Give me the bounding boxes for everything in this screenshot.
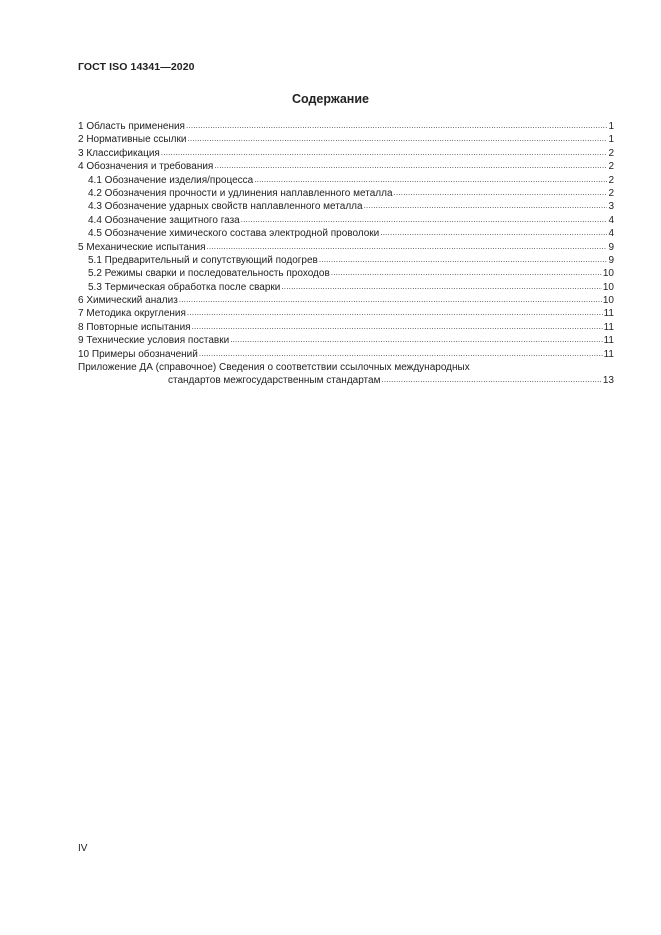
toc-entry[interactable]	[78, 294, 614, 307]
toc-entry[interactable]	[78, 348, 614, 361]
leader-dots	[364, 199, 608, 212]
leader-dots	[207, 240, 608, 253]
toc-entry-title: 4.5 Обозначение химического состава электродной проволоки	[88, 228, 380, 240]
leader-dots	[192, 320, 603, 333]
toc-entry[interactable]	[78, 160, 614, 173]
toc-entry-page: 11	[603, 335, 614, 347]
toc-entry-page: 2	[608, 161, 614, 173]
toc-entry-page: 10	[602, 268, 614, 280]
toc-entry-page: 4	[608, 228, 614, 240]
toc-entry-page: 2	[608, 174, 614, 186]
toc-appendix-page: 13	[602, 375, 614, 387]
toc-entry-title: 9 Технические условия поставки	[78, 335, 230, 347]
toc-entry-page: 3	[608, 201, 614, 213]
toc-entry-title: 4.3 Обозначение ударных свойств наплавленного металла	[88, 201, 363, 213]
toc-entry-page: 10	[602, 281, 614, 293]
toc-appendix-line1[interactable]	[78, 361, 614, 374]
leader-dots	[187, 306, 603, 319]
leader-dots	[254, 173, 607, 186]
toc-entry[interactable]	[78, 133, 614, 146]
toc-entry[interactable]	[78, 227, 614, 240]
toc-entry[interactable]	[78, 200, 614, 213]
toc-entry[interactable]	[78, 334, 614, 347]
leader-dots	[161, 146, 608, 159]
toc-entry-page: 9	[608, 254, 614, 266]
toc-entry[interactable]	[78, 120, 614, 133]
toc-entry[interactable]	[78, 174, 614, 187]
leader-dots	[319, 253, 608, 266]
toc-entries	[78, 120, 614, 361]
toc-appendix-line2[interactable]	[78, 374, 614, 387]
toc-entry-title: 5.3 Термическая обработка после сварки	[88, 281, 281, 293]
leader-dots	[214, 159, 607, 172]
toc-entry[interactable]	[78, 307, 614, 320]
toc-entry-title: 1 Область применения	[78, 121, 185, 132]
leader-dots	[394, 186, 608, 199]
toc-entry-page: 1	[608, 121, 614, 132]
toc-entry-page: 11	[603, 308, 614, 320]
toc-entry-title: 4.1 Обозначение изделия/процесса	[88, 174, 254, 186]
toc-entry-page: 11	[603, 321, 614, 333]
leader-dots	[179, 293, 602, 306]
toc-entry[interactable]	[78, 241, 614, 254]
toc-entry[interactable]	[78, 267, 614, 280]
toc-entry[interactable]	[78, 187, 614, 200]
page-number: IV	[78, 843, 88, 854]
leader-dots	[380, 226, 607, 239]
document-code: ГОСТ ISO 14341—2020	[78, 61, 195, 73]
toc-entry-title: 3 Классификация	[78, 147, 160, 159]
toc-entry-page: 2	[608, 187, 614, 199]
toc-entry[interactable]	[78, 254, 614, 267]
toc-entry-page: 4	[608, 214, 614, 226]
leader-dots	[281, 280, 602, 293]
leader-dots	[241, 213, 608, 226]
leader-dots	[381, 373, 601, 386]
toc-appendix-title: Приложение ДА (справочное) Сведения о соответствии ссылочных международных	[78, 362, 470, 374]
leader-dots	[331, 266, 602, 279]
toc-entry[interactable]	[78, 281, 614, 294]
toc-entry[interactable]	[78, 214, 614, 227]
toc-entry-title: 8 Повторные испытания	[78, 321, 191, 333]
toc-entry[interactable]	[78, 321, 614, 334]
toc-entry-title: 6 Химический анализ	[78, 295, 178, 307]
toc-entry-title: 5.1 Предварительный и сопутствующий подогрев	[88, 254, 318, 266]
toc-entry-page: 10	[602, 295, 614, 307]
leader-dots	[230, 333, 602, 346]
toc-entry-title: 7 Методика округления	[78, 308, 186, 320]
toc-entry-page: 9	[608, 241, 614, 253]
leader-dots	[186, 119, 607, 132]
table-of-contents	[78, 120, 614, 388]
toc-entry-title: 5.2 Режимы сварки и последовательность проходов	[88, 268, 330, 280]
leader-dots	[199, 347, 603, 360]
toc-appendix-title-cont: стандартов межгосударственным стандартам	[168, 375, 381, 387]
toc-entry-title: 5 Механические испытания	[78, 241, 206, 253]
toc-entry-page: 11	[603, 348, 614, 360]
toc-entry[interactable]	[78, 147, 614, 160]
leader-dots	[187, 132, 607, 145]
toc-entry-title: 4 Обозначения и требования	[78, 161, 214, 173]
toc-entry-page: 2	[608, 147, 614, 159]
toc-title: Содержание	[291, 92, 369, 106]
toc-entry-title: 4.4 Обозначение защитного газа	[88, 214, 240, 226]
toc-entry-page: 1	[608, 134, 614, 146]
toc-entry-title: 4.2 Обозначения прочности и удлинения наплавленного металла	[88, 187, 393, 199]
toc-entry-title: 2 Нормативные ссылки	[78, 134, 187, 146]
toc-entry-title: 10 Примеры обозначений	[78, 348, 198, 360]
